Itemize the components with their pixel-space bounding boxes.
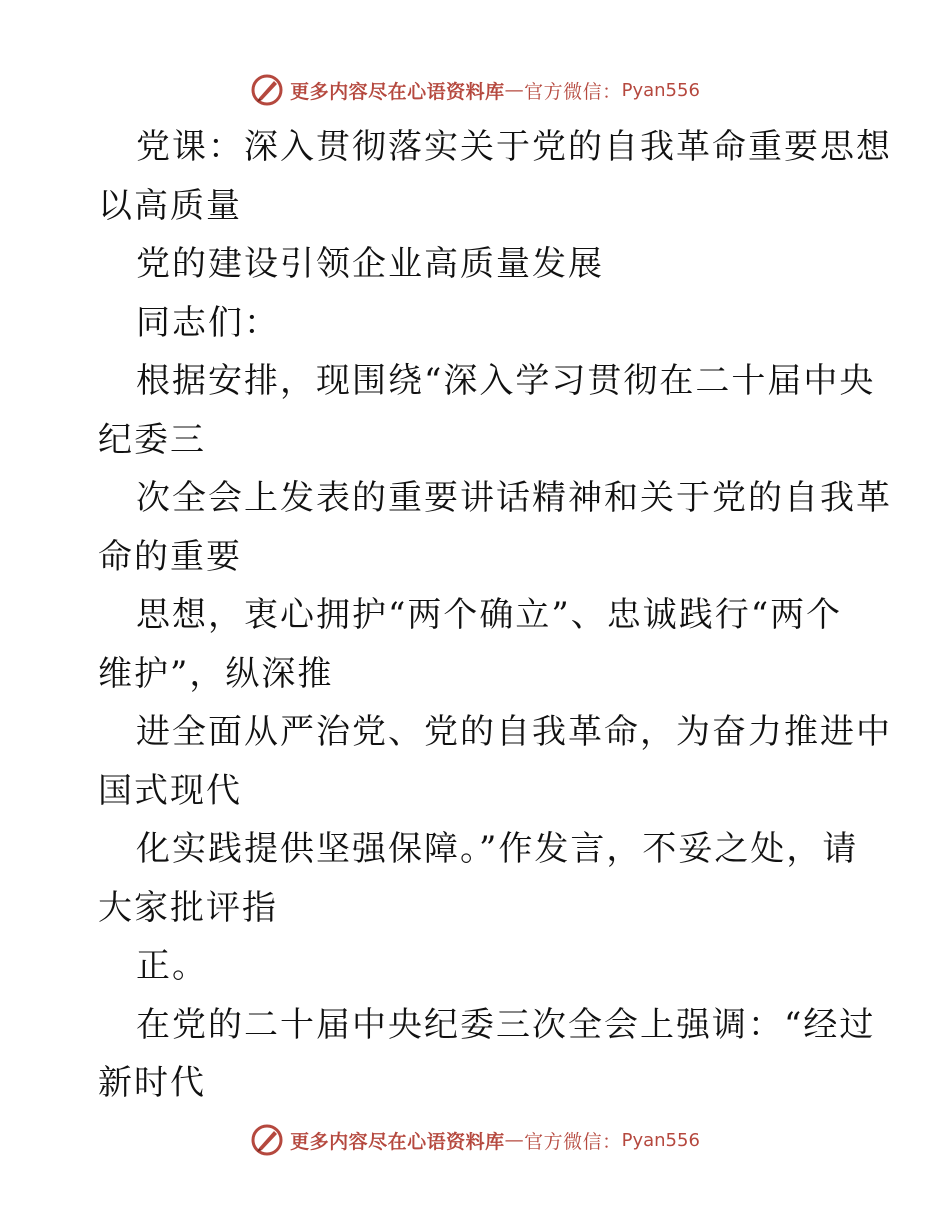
text-line: 维护”，纵深推 <box>98 653 334 694</box>
text-line: 以高质量 <box>98 185 242 226</box>
quill-badge-icon <box>250 1123 284 1157</box>
text-line: 党课：深入贯彻落实关于党的自我革命重要思想 <box>136 127 892 167</box>
footer-banner <box>0 1120 950 1160</box>
banner-dash: — <box>504 1129 525 1151</box>
banner-wechat-label: 官方微信： <box>524 80 622 103</box>
banner-site-text: 更多内容尽在心语资料库 <box>290 1130 505 1153</box>
banner-wechat-id: Pyan556 <box>621 79 700 101</box>
document-body <box>98 118 892 1113</box>
text-line: 在党的二十届中央纪委三次全会上强调：“经过 <box>136 1004 876 1045</box>
header-banner <box>0 70 950 110</box>
text-line: 国式现代 <box>98 770 242 811</box>
text-line: 大家批评指 <box>98 887 278 928</box>
banner-dash: — <box>504 79 525 101</box>
banner-wechat-id: Pyan556 <box>621 1129 700 1151</box>
text-line: 新时代 <box>98 1063 206 1103</box>
text-line: 次全会上发表的重要讲话精神和关于党的自我革 <box>136 478 892 518</box>
text-line: 思想，衷心拥护“两个确立”、忠诚践行“两个 <box>136 595 843 635</box>
text-line: 命的重要 <box>98 536 242 577</box>
text-line: 纪委三 <box>98 419 206 460</box>
text-line: 党的建设引领企业高质量发展 <box>136 244 604 284</box>
quill-badge-icon <box>250 73 284 107</box>
banner-wechat-label: 官方微信： <box>524 1130 622 1153</box>
banner-site-text: 更多内容尽在心语资料库 <box>290 80 505 103</box>
text-line: 正。 <box>136 946 208 986</box>
text-line: 同志们： <box>136 302 280 343</box>
text-line: 进全面从严治党、党的自我革命，为奋力推进中 <box>136 712 892 752</box>
text-line: 根据安排，现围绕“深入学习贯彻在二十届中央 <box>136 361 876 401</box>
text-line: 化实践提供坚强保障。”作发言，不妥之处，请 <box>136 829 859 869</box>
